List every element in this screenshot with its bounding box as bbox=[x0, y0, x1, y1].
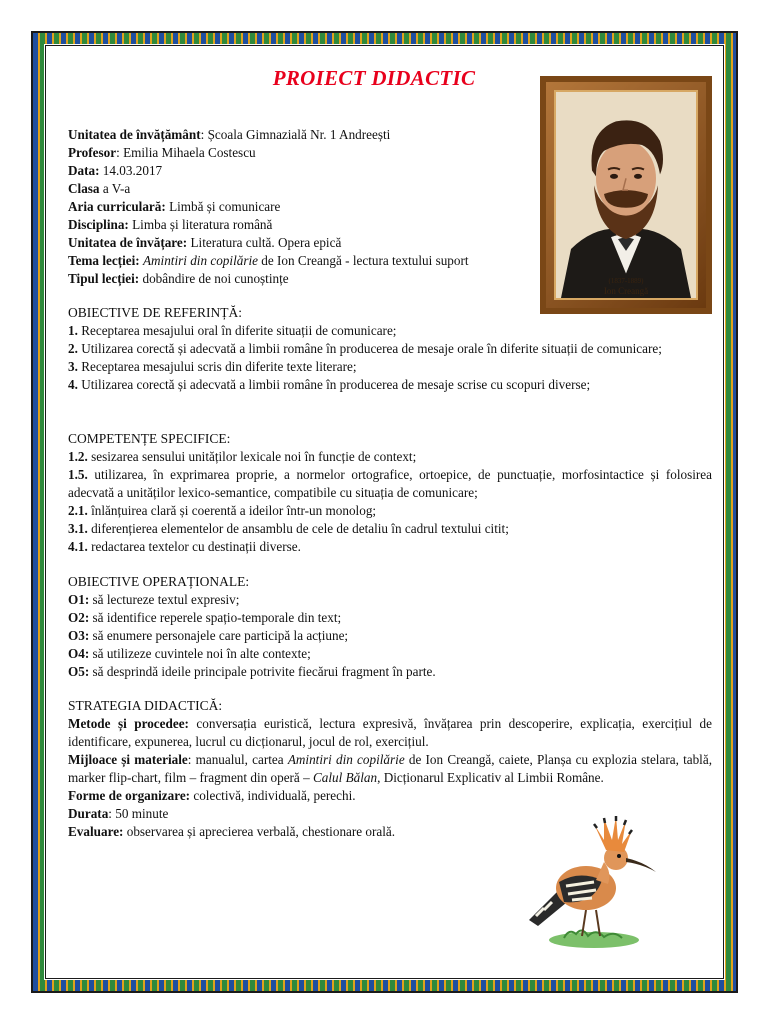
field-data: Data: 14.03.2017 bbox=[68, 163, 163, 178]
mijloace: Mijloace și materiale: manualul, cartea Amintiri din copilărie de Ion Creangă, caiete, Planșa cu explozia stelara, tablă, marker flip-chart, film – fragment din operă – Calul Bălan, Dicționarul Explicativ al Limbii Române. bbox=[68, 752, 712, 785]
portrait-name: Ion Creangă bbox=[603, 286, 649, 296]
list-item: O3: să enumere personajele care participă la acțiune; bbox=[68, 628, 349, 643]
list-item: 2.1. înlănțuirea clară și coerentă a ideilor într-un monolog; bbox=[68, 503, 377, 518]
section-obiective-operationale bbox=[68, 573, 712, 681]
portrait-image bbox=[556, 92, 696, 298]
list-item: 3.1. diferențierea elementelor de ansamblu de cele de detaliu în cadrul textului citit; bbox=[68, 521, 509, 536]
list-item: O2: să identifice reperele spațio-temporale din text; bbox=[68, 610, 342, 625]
section-title: STRATEGIA DIDACTICĂ: bbox=[68, 698, 223, 713]
hoopoe-bird-icon bbox=[524, 810, 659, 950]
list-item: 4.1. redactarea textelor cu destinații diverse. bbox=[68, 539, 301, 554]
durata: Durata: 50 minute bbox=[68, 806, 169, 821]
field-profesor: Profesor: Emilia Mihaela Costescu bbox=[68, 145, 256, 160]
list-item: O4: să utilizeze cuvintele noi în alte contexte; bbox=[68, 646, 311, 661]
field-clasa: Clasa a V-a bbox=[68, 181, 131, 196]
list-item: O5: să desprindă ideile principale potrivite fiecărui fragment în parte. bbox=[68, 664, 436, 679]
evaluare: Evaluare: observarea și aprecierea verbală, chestionare orală. bbox=[68, 824, 396, 839]
field-tema: Tema lecției: Amintiri din copilărie de Ion Creangă - lectura textului suport bbox=[68, 253, 469, 268]
field-disciplina: Disciplina: Limba și literatura română bbox=[68, 217, 273, 232]
section-competente bbox=[68, 430, 712, 556]
field-aria: Aria curriculară: Limbă și comunicare bbox=[68, 199, 281, 214]
metode: Metode și procedee: conversația euristică, lectura expresivă, învățarea prin descoperire, explicația, exercițiul de identificare, expunerea, lucrul cu dicționarul, jocul de rol, exercițiul. bbox=[68, 716, 712, 749]
section-title: OBIECTIVE OPERAȚIONALE: bbox=[68, 574, 250, 589]
list-item: 2. Utilizarea corectă și adecvată a limbii române în producerea de mesaje orale în diferite situații de comunicare; bbox=[68, 341, 662, 356]
list-item: 1.2. sesizarea sensului unităților lexicale noi în funcție de context; bbox=[68, 449, 417, 464]
field-unitatea-invatare: Unitatea de învățare: Literatura cultă. Opera epică bbox=[68, 235, 342, 250]
list-item: O1: să lectureze textul expresiv; bbox=[68, 592, 240, 607]
document-title: PROIECT DIDACTIC bbox=[272, 66, 476, 90]
section-title: COMPETENȚE SPECIFICE: bbox=[68, 431, 231, 446]
portrait-years: (1837-1889) bbox=[608, 277, 644, 285]
section-obiective-referinta bbox=[68, 304, 712, 394]
list-item: 1. Receptarea mesajului oral în diferite situații de comunicare; bbox=[68, 323, 397, 338]
section-title: OBIECTIVE DE REFERINȚĂ: bbox=[68, 305, 242, 320]
portrait-ion-creanga bbox=[554, 90, 698, 300]
portrait-caption bbox=[556, 276, 696, 296]
forme: Forme de organizare: colectivă, individuală, perechi. bbox=[68, 788, 356, 803]
list-item: 4. Utilizarea corectă și adecvată a limbii române în producerea de mesaje scrise cu scopuri diverse; bbox=[68, 377, 591, 392]
list-item: 3. Receptarea mesajului scris din diferite texte literare; bbox=[68, 359, 357, 374]
header-fields bbox=[68, 126, 538, 288]
portrait-frame bbox=[540, 76, 712, 314]
list-item: 1.5. utilizarea, în exprimarea proprie, a normelor ortografice, ortoepice, de punctuație, morfosintactice și folosirea adecvată a unităților lexico-semantice, compatibile cu situația de comunicare; bbox=[68, 467, 712, 500]
field-tipul: Tipul lecției: dobândire de noi cunoștințe bbox=[68, 271, 289, 286]
field-unitatea: Unitatea de învățământ: Școala Gimnazială Nr. 1 Andreești bbox=[68, 127, 391, 142]
